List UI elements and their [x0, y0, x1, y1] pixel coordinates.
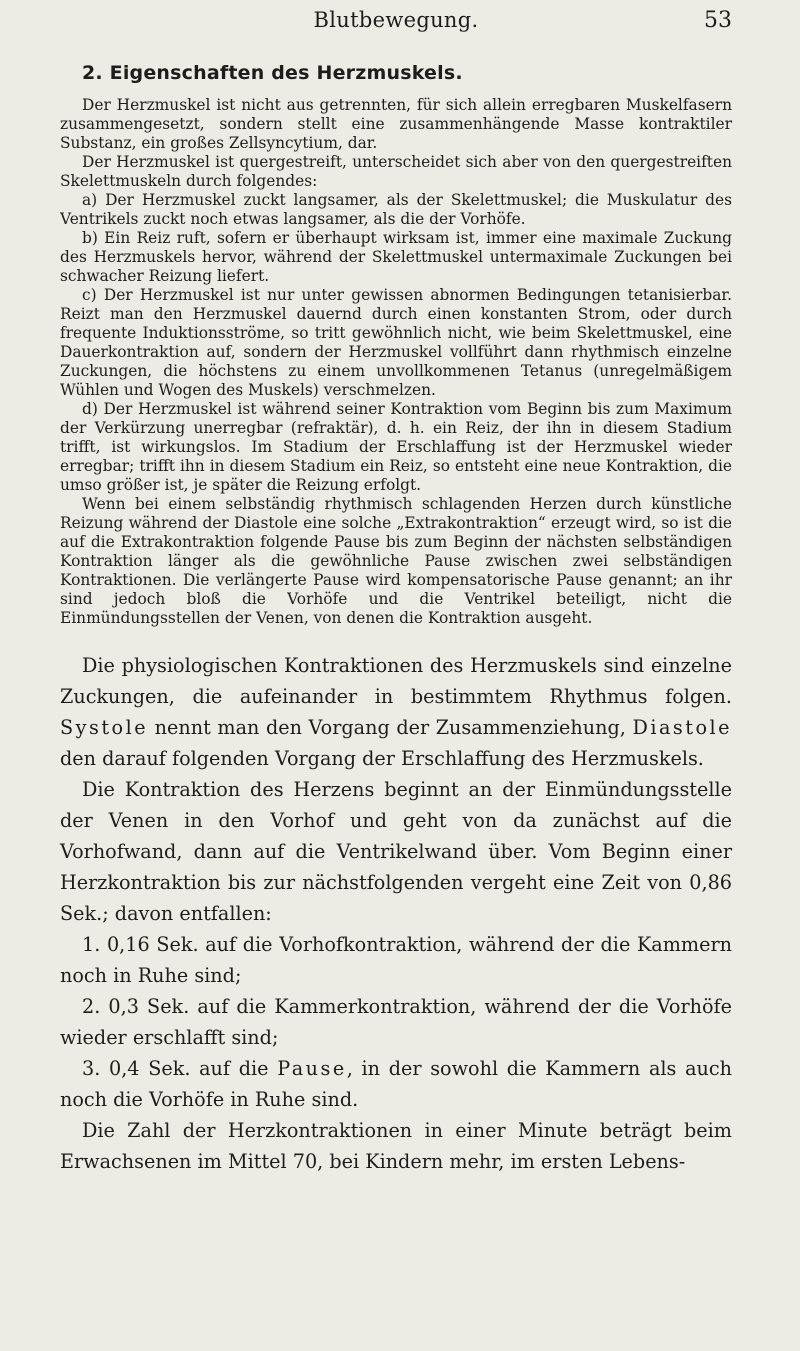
text-pause-rest: , in der sowohl die Kammern als auch noch die Vorhöfe in Ruhe sind.: [60, 1057, 732, 1111]
text-systole-definition: nennt man den Vorgang der Zusammenziehung,: [148, 716, 633, 739]
paragraph-physiological-contractions: [60, 650, 732, 774]
list-item-c: c) Der Herzmuskel ist nur unter gewissen abnormen Bedingungen tetanisierbar. Reizt man den Herzmuskel dauernd durch einen konstanten Strom, oder durch frequente Induktionsströme, so tritt gewöhnlich nicht, wie beim Skelettmuskel, eine Dauerkontraktion auf, sondern der Herzmuskel vollführt dann rhythmisch einzelne Zuckungen, die höchstens zu einem unvollkommenen Tetanus (unregelmäßigem Wühlen und Wogen des Muskels) verschmelzen.: [60, 286, 732, 399]
term-diastole: Diastole: [632, 716, 732, 739]
text-diastole-definition: den darauf folgenden Vorgang der Erschlaffung des Herzmuskels.: [60, 747, 704, 770]
section-gap: [60, 628, 732, 650]
text-contractions-intro: Die physiologischen Kontraktionen des Herzmuskels sind einzelne Zuckungen, die aufeinander in bestimmtem Rhythmus folgen.: [60, 654, 732, 708]
running-header: [60, 0, 732, 56]
section-heading: 2. Eigenschaften des Herzmuskels.: [82, 62, 463, 84]
list-item-a: a) Der Herzmuskel zuckt langsamer, als der Skelettmuskel; die Muskulatur des Ventrikels zuckt noch etwas langsamer, als die der Vorhöfe.: [60, 191, 732, 228]
list-item-pause: [60, 1053, 732, 1115]
list-item-b: b) Ein Reiz ruft, sofern er überhaupt wirksam ist, immer eine maximale Zuckung des Herzmuskels hervor, während der Skelettmuskel untermaximale Zuckungen bei schwacher Reizung liefert.: [60, 229, 732, 285]
paragraph-quergestreift: Der Herzmuskel ist quergestreift, unterscheidet sich aber von den quergestreiften Skelettmuskeln durch folgendes:: [60, 153, 732, 190]
term-systole: Systole: [60, 716, 149, 739]
list-item-vorhofkontraktion: 1. 0,16 Sek. auf die Vorhofkontraktion, während der die Kammern noch in Ruhe sind;: [60, 933, 732, 987]
text-pause-lead: 3. 0,4 Sek. auf die: [82, 1057, 278, 1080]
list-item-d: d) Der Herzmuskel ist während seiner Kontraktion vom Beginn bis zum Maximum der Verkürzung unerregbar (refraktär), d. h. ein Reiz, der ihn in diesem Stadium trifft, ist wirkungslos. Im Stadium der Erschlaffung ist der Herzmuskel wieder erregbar; trifft ihn in diesem Stadium ein Reiz, so entsteht eine neue Kontraktion, die umso größer ist, je später die Reizung erfolgt.: [60, 400, 732, 494]
paragraph-contraction-sequence: Die Kontraktion des Herzens beginnt an der Einmündungsstelle der Venen in den Vorhof und geht von da zunächst auf die Vorhofwand, dann auf die Ventrikelwand über. Vom Beginn einer Herzkontraktion bis zur nächstfolgenden vergeht eine Zeit von 0,86 Sek.; davon entfallen:: [60, 778, 732, 925]
page-number: 53: [704, 8, 732, 33]
term-pause: Pause: [277, 1057, 347, 1080]
paragraph-heart-rate: Die Zahl der Herzkontraktionen in einer Minute beträgt beim Erwachsenen im Mittel 70, bei Kindern mehr, im ersten Lebens-: [60, 1119, 732, 1173]
paragraph-syncytium: Der Herzmuskel ist nicht aus getrennten, für sich allein erregbaren Muskelfasern zusammengesetzt, sondern stellt eine zusammenhängende Masse kontraktiler Substanz, ein großes Zellsyncytium, dar.: [60, 96, 732, 152]
paragraph-extrakontraktion: Wenn bei einem selbständig rhythmisch schlagenden Herzen durch künstliche Reizung während der Diastole eine solche „Extrakontraktion“ erzeugt wird, so ist die auf die Extrakontraktion folgende Pause bis zum Beginn der nächsten selbständigen Kontraktion länger als die gewöhnliche Pause zwischen zwei selbständigen Kontraktionen. Die verlängerte Pause wird kompensatorische Pause genannt; an ihr sind jedoch bloß die Vorhöfe und die Ventrikel beteiligt, nicht die Einmündungsstellen der Venen, von denen die Kontraktion ausgeht.: [60, 495, 732, 627]
list-item-kammerkontraktion: 2. 0,3 Sek. auf die Kammerkontraktion, während der die Vorhöfe wieder erschlafft sind;: [60, 995, 732, 1049]
running-title: Blutbewegung.: [313, 8, 479, 32]
